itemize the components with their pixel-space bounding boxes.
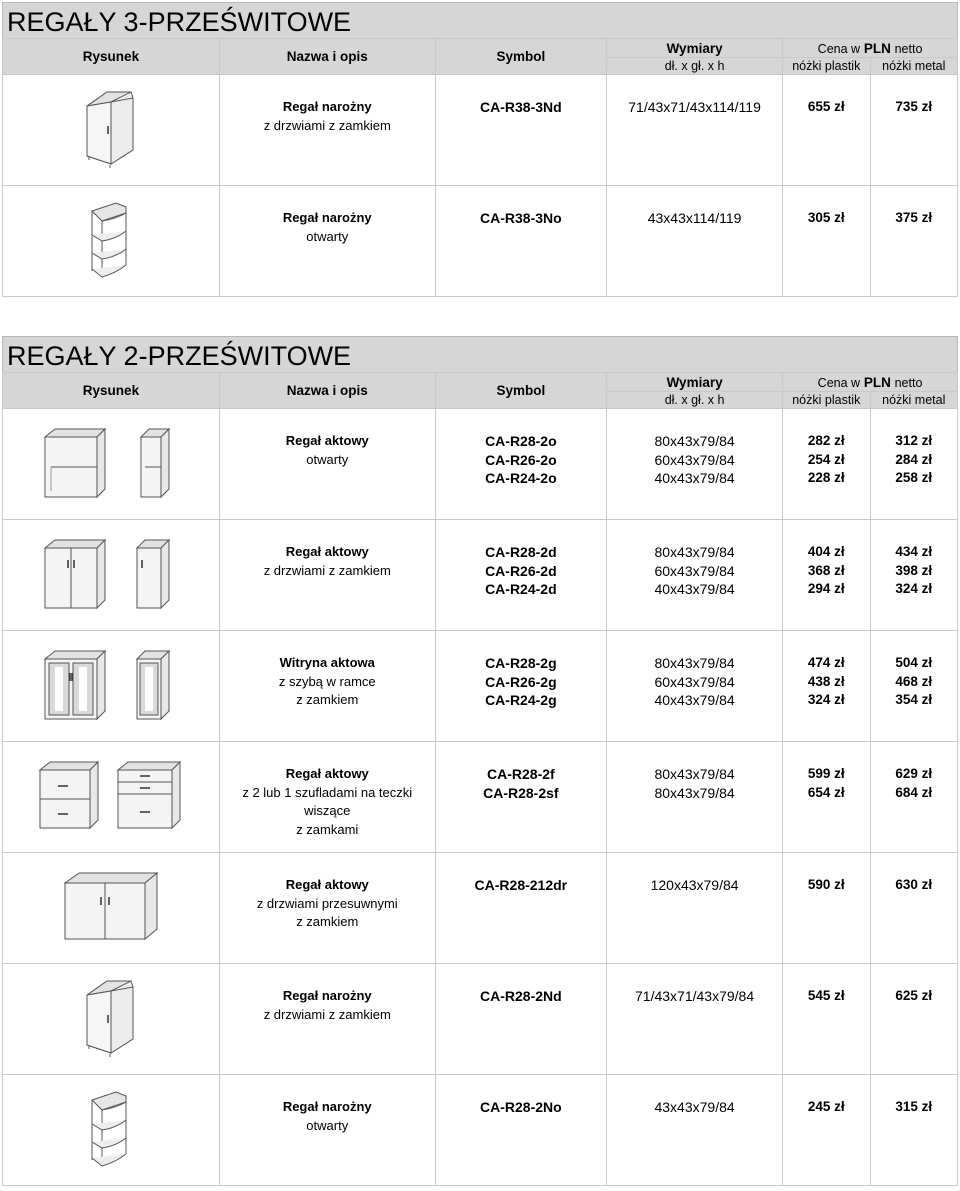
product-code: CA-R38-3Nd: [480, 99, 562, 115]
section-2-openings: [2, 336, 958, 1186]
price-plastic-cell: [783, 520, 870, 631]
header-drawing: Rysunek: [3, 373, 220, 409]
product-name: Regał narożny: [282, 1099, 372, 1114]
price-metal-cell: [870, 964, 958, 1075]
drawing-cell: [3, 409, 220, 520]
price-plastic: 254 zł: [807, 451, 845, 467]
product-dims: 80x43x79/84: [654, 655, 735, 671]
table-row: [3, 409, 958, 520]
header-symbol: Symbol: [435, 373, 606, 409]
product-code: CA-R28-2g: [485, 655, 557, 671]
price-metal-cell: [870, 742, 958, 853]
symbol-cell: [435, 1075, 606, 1186]
drawing-cell: [3, 631, 220, 742]
corner-shelf-open-icon: [3, 201, 219, 281]
product-desc: z drzwiami z zamkiem: [263, 1006, 391, 1022]
dims-cell: [607, 964, 783, 1075]
price-metal-cell: [870, 1075, 958, 1186]
product-dims: 80x43x79/84: [654, 433, 735, 449]
product-code: CA-R26-2d: [485, 562, 557, 579]
price-plastic: 245 zł: [807, 1099, 845, 1114]
price-metal: 735 zł: [895, 99, 933, 114]
header-plastic: nóżki plastik: [783, 58, 870, 75]
price-plastic-cell: [783, 1075, 870, 1186]
table-row: [3, 853, 958, 964]
name-cell: [219, 742, 435, 853]
header-plastic: nóżki plastik: [783, 392, 870, 409]
dims-cell: [607, 409, 783, 520]
name-cell: [219, 853, 435, 964]
header-symbol: Symbol: [435, 39, 606, 75]
price-metal: 284 zł: [895, 451, 933, 467]
dims-cell: [607, 75, 783, 186]
product-dims: 80x43x79/84: [654, 784, 735, 801]
price-plastic: 474 zł: [807, 655, 845, 670]
price-plastic: 368 zł: [807, 562, 845, 578]
price-plastic-cell: [783, 964, 870, 1075]
dims-cell: [607, 520, 783, 631]
product-code: CA-R26-2o: [485, 451, 557, 468]
dims-cell: [607, 631, 783, 742]
header-dims: Wymiary: [607, 373, 783, 392]
header-price: Cena w PLN netto: [783, 373, 958, 392]
symbol-cell: [435, 742, 606, 853]
price-metal: 625 zł: [895, 988, 933, 1003]
price-plastic: 599 zł: [807, 766, 845, 781]
product-dims: 80x43x79/84: [654, 766, 735, 782]
product-dims: 43x43x114/119: [647, 210, 742, 226]
price-metal: 315 zł: [895, 1099, 933, 1114]
section-3-openings: [2, 2, 958, 297]
product-name: Regał aktowy: [285, 433, 369, 448]
section-title: REGAŁY 3-PRZEŚWITOWE: [2, 2, 958, 38]
price-plastic: 282 zł: [807, 433, 845, 448]
price-plastic: 590 zł: [807, 877, 845, 892]
name-cell: [219, 1075, 435, 1186]
product-desc: z 2 lub 1 szufladami na teczki wiszące: [242, 784, 413, 818]
table-row: [3, 742, 958, 853]
product-desc: otwarty: [306, 451, 349, 467]
product-desc: z drzwiami z zamkiem: [263, 117, 391, 133]
price-metal: 434 zł: [895, 544, 933, 559]
product-name: Regał aktowy: [285, 544, 369, 559]
table-row: [3, 964, 958, 1075]
product-dims: 80x43x79/84: [654, 544, 735, 560]
glass-showcase-icon: [3, 649, 219, 723]
corner-shelf-open-icon: [3, 1090, 219, 1170]
table-row: [3, 631, 958, 742]
price-table: [2, 38, 958, 297]
product-dims: 120x43x79/84: [650, 877, 739, 893]
header-dims-sub: dł. x gł. x h: [607, 58, 783, 75]
drawing-cell: [3, 520, 220, 631]
dims-cell: [607, 1075, 783, 1186]
price-plastic: 655 zł: [807, 99, 845, 114]
section-title: REGAŁY 2-PRZEŚWITOWE: [2, 336, 958, 372]
price-plastic: 305 zł: [807, 210, 845, 225]
product-name: Regał aktowy: [285, 877, 369, 892]
product-dims: 60x43x79/84: [654, 451, 735, 468]
symbol-cell: [435, 186, 606, 297]
open-bookcase-icon: [3, 427, 219, 501]
symbol-cell: [435, 520, 606, 631]
drawing-cell: [3, 853, 220, 964]
table-row: [3, 186, 958, 297]
corner-cabinet-doors-icon: [3, 90, 219, 170]
product-desc: z zamkiem: [296, 692, 359, 707]
name-cell: [219, 409, 435, 520]
product-dims: 71/43x71/43x79/84: [635, 988, 755, 1004]
corner-cabinet-doors-icon: [3, 979, 219, 1059]
price-metal-cell: [870, 520, 958, 631]
symbol-cell: [435, 75, 606, 186]
drawing-cell: [3, 964, 220, 1075]
price-metal: 258 zł: [895, 470, 933, 485]
product-dims: 60x43x79/84: [654, 673, 735, 690]
price-metal: 312 zł: [895, 433, 933, 448]
product-code: CA-R28-2sf: [483, 784, 559, 801]
product-desc: otwarty: [306, 228, 349, 244]
price-plastic: 545 zł: [807, 988, 845, 1003]
sliding-door-cabinet-icon: [3, 871, 219, 945]
product-code: CA-R28-212dr: [474, 877, 568, 893]
drawer-cabinet-icon: [3, 760, 219, 834]
drawing-cell: [3, 186, 220, 297]
product-name: Witryna aktowa: [279, 655, 375, 670]
price-metal: 324 zł: [895, 581, 933, 596]
header-dims-sub: dł. x gł. x h: [607, 392, 783, 409]
product-code: CA-R24-2o: [485, 470, 557, 486]
price-metal-cell: [870, 409, 958, 520]
price-plastic: 438 zł: [807, 673, 845, 689]
price-plastic: 654 zł: [807, 784, 845, 800]
symbol-cell: [435, 964, 606, 1075]
price-metal: 354 zł: [895, 692, 933, 707]
price-metal: 504 zł: [895, 655, 933, 670]
name-cell: [219, 520, 435, 631]
price-plastic-cell: [783, 853, 870, 964]
dims-cell: [607, 853, 783, 964]
table-row: [3, 75, 958, 186]
price-plastic-cell: [783, 186, 870, 297]
price-metal: 684 zł: [895, 784, 933, 800]
header-metal: nóżki metal: [870, 392, 958, 409]
dims-cell: [607, 186, 783, 297]
price-plastic-cell: [783, 75, 870, 186]
header-drawing: Rysunek: [3, 39, 220, 75]
product-name: Regał aktowy: [285, 766, 369, 781]
product-dims: 71/43x71/43x114/119: [628, 99, 761, 115]
price-metal-cell: [870, 75, 958, 186]
price-metal: 630 zł: [895, 877, 933, 892]
price-plastic-cell: [783, 631, 870, 742]
price-metal-cell: [870, 853, 958, 964]
price-metal-cell: [870, 631, 958, 742]
header-name: Nazwa i opis: [219, 373, 435, 409]
name-cell: [219, 75, 435, 186]
dims-cell: [607, 742, 783, 853]
product-name: Regał narożny: [282, 99, 372, 114]
product-code: CA-R28-2No: [480, 1099, 562, 1115]
price-metal: 375 zł: [895, 210, 933, 225]
product-desc: z szybą w ramce: [278, 673, 376, 689]
product-code: CA-R28-2f: [487, 766, 555, 782]
product-desc: z drzwiami z zamkiem: [263, 562, 391, 578]
price-plastic-cell: [783, 742, 870, 853]
product-code: CA-R26-2g: [485, 673, 557, 690]
product-dims: 40x43x79/84: [654, 470, 735, 486]
door-cabinet-icon: [3, 538, 219, 612]
header-dims: Wymiary: [607, 39, 783, 58]
header-name: Nazwa i opis: [219, 39, 435, 75]
product-code: CA-R28-2Nd: [480, 988, 562, 1004]
product-dims: 60x43x79/84: [654, 562, 735, 579]
product-desc: z zamkiem: [296, 914, 359, 929]
price-plastic: 324 zł: [807, 692, 845, 707]
price-plastic-cell: [783, 409, 870, 520]
drawing-cell: [3, 75, 220, 186]
drawing-cell: [3, 742, 220, 853]
drawing-cell: [3, 1075, 220, 1186]
product-name: Regał narożny: [282, 988, 372, 1003]
symbol-cell: [435, 631, 606, 742]
price-metal: 398 zł: [895, 562, 933, 578]
price-plastic: 228 zł: [807, 470, 845, 485]
product-dims: 40x43x79/84: [654, 692, 735, 708]
price-metal: 468 zł: [895, 673, 933, 689]
price-metal-cell: [870, 186, 958, 297]
price-plastic: 294 zł: [807, 581, 845, 596]
product-dims: 43x43x79/84: [654, 1099, 735, 1115]
product-code: CA-R24-2d: [485, 581, 557, 597]
product-desc: z zamkami: [296, 821, 359, 837]
product-code: CA-R28-2o: [485, 433, 557, 449]
table-row: [3, 1075, 958, 1186]
header-metal: nóżki metal: [870, 58, 958, 75]
product-desc: otwarty: [306, 1117, 349, 1133]
header-price: Cena w PLN netto: [783, 39, 958, 58]
name-cell: [219, 964, 435, 1075]
symbol-cell: [435, 409, 606, 520]
product-desc: z drzwiami przesuwnymi: [256, 895, 398, 911]
table-row: [3, 520, 958, 631]
price-metal: 629 zł: [895, 766, 933, 781]
product-code: CA-R24-2g: [485, 692, 557, 708]
price-plastic: 404 zł: [807, 544, 845, 559]
symbol-cell: [435, 853, 606, 964]
price-table: [2, 372, 958, 1186]
name-cell: [219, 186, 435, 297]
product-code: CA-R38-3No: [480, 210, 562, 226]
name-cell: [219, 631, 435, 742]
product-code: CA-R28-2d: [485, 544, 557, 560]
product-dims: 40x43x79/84: [654, 581, 735, 597]
product-name: Regał narożny: [282, 210, 372, 225]
